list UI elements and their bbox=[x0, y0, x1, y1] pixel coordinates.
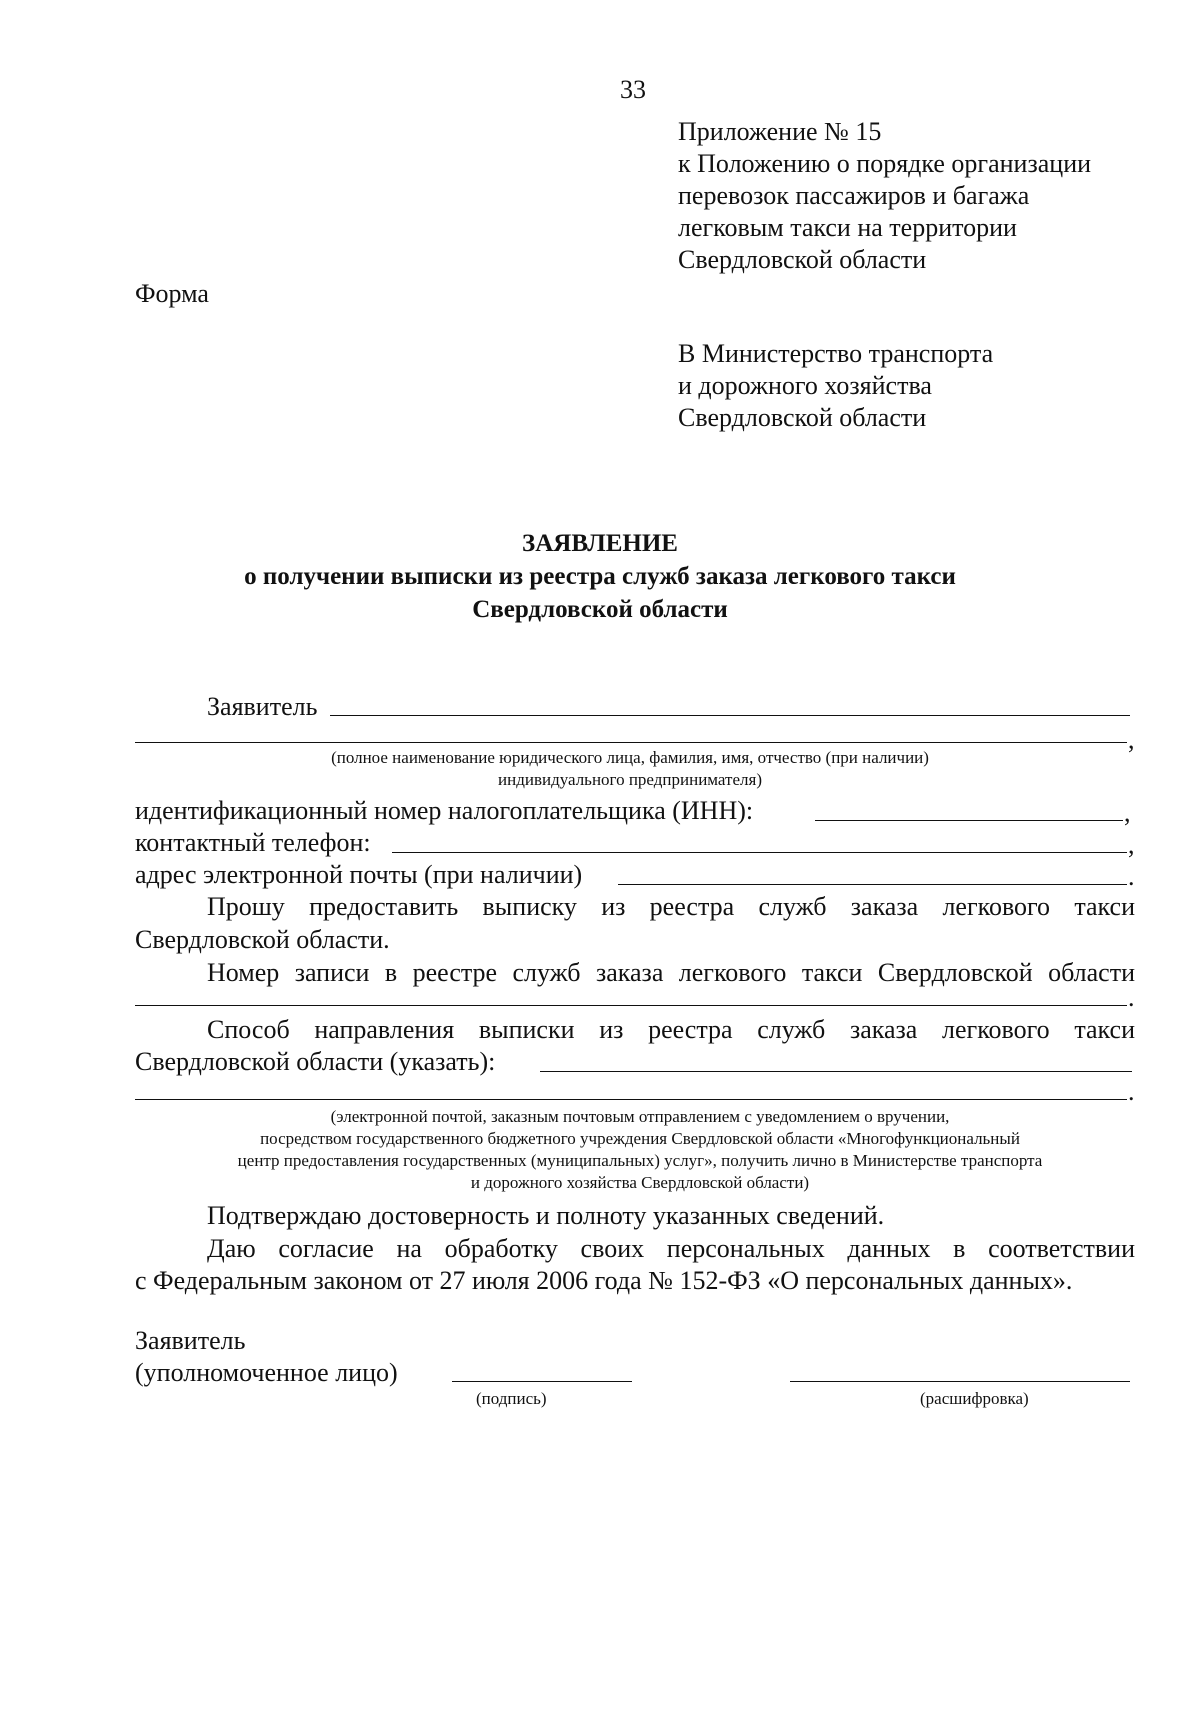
method-hint-1: (электронной почтой, заказным почтовым отправлением с уведомлением о вручении, bbox=[330, 1107, 950, 1126]
name-input-line[interactable] bbox=[790, 1381, 1130, 1382]
confirm-text: Подтверждаю достоверность и полноту указанных сведений. bbox=[207, 1201, 885, 1230]
method-period: . bbox=[1128, 1077, 1135, 1106]
method-input-line-1[interactable] bbox=[540, 1071, 1132, 1072]
applicant-comma: , bbox=[1128, 725, 1135, 754]
method-line-1: Способ направления выписки из реестра служб заказа легкового такси bbox=[207, 1015, 1135, 1044]
inn-label: идентификационный номер налогоплательщика (ИНН): bbox=[135, 796, 754, 825]
appendix-line-4: легковым такси на территории bbox=[678, 213, 1017, 242]
appendix-line-3: перевозок пассажиров и багажа bbox=[678, 181, 1030, 210]
method-hint-2: посредством государственного бюджетного учреждения Свердловской области «Многофункциональный bbox=[260, 1129, 1020, 1148]
request-line-1: Прошу предоставить выписку из реестра служб заказа легкового такси bbox=[207, 892, 1135, 921]
method-hint-3: центр предоставления государственных (муниципальных) услуг», получить лично в Министерстве транспорта bbox=[237, 1151, 1043, 1170]
title-line-2: о получении выписки из реестра служб заказа легкового такси bbox=[244, 563, 956, 590]
applicant-hint-2: индивидуального предпринимателя) bbox=[498, 770, 762, 789]
page-number: 33 bbox=[620, 75, 646, 104]
applicant-input-line-1[interactable] bbox=[330, 715, 1130, 716]
consent-line-1: Даю согласие на обработку своих персональных данных в соответствии bbox=[207, 1234, 1135, 1263]
applicant-label: Заявитель bbox=[207, 692, 318, 721]
title-line-1: ЗАЯВЛЕНИЕ bbox=[522, 530, 678, 557]
addressee-line-2: и дорожного хозяйства bbox=[678, 371, 932, 400]
request-line-2: Свердловской области. bbox=[135, 925, 390, 954]
phone-input-line[interactable] bbox=[392, 852, 1127, 853]
inn-input-line[interactable] bbox=[815, 820, 1123, 821]
title-line-3: Свердловской области bbox=[472, 596, 728, 623]
name-hint: (расшифровка) bbox=[920, 1389, 1029, 1408]
signature-hint: (подпись) bbox=[476, 1389, 547, 1408]
email-label: адрес электронной почты (при наличии) bbox=[135, 860, 583, 889]
method-input-line-2[interactable] bbox=[135, 1099, 1127, 1100]
appendix-line-5: Свердловской области bbox=[678, 245, 927, 274]
phone-comma: , bbox=[1128, 830, 1135, 859]
record-period: . bbox=[1128, 983, 1135, 1012]
email-period: . bbox=[1128, 862, 1135, 891]
phone-label: контактный телефон: bbox=[135, 828, 371, 857]
consent-line-2: с Федеральным законом от 27 июля 2006 года № 152-ФЗ «О персональных данных». bbox=[135, 1266, 1073, 1295]
record-label: Номер записи в реестре служб заказа легкового такси Свердловской области bbox=[207, 958, 1135, 987]
signature-label-2: (уполномоченное лицо) bbox=[135, 1358, 398, 1387]
email-input-line[interactable] bbox=[618, 884, 1127, 885]
addressee-line-1: В Министерство транспорта bbox=[678, 339, 994, 368]
signature-label-1: Заявитель bbox=[135, 1326, 246, 1355]
appendix-line-2: к Положению о порядке организации bbox=[678, 149, 1092, 178]
appendix-line-1: Приложение № 15 bbox=[678, 117, 882, 146]
applicant-hint-1: (полное наименование юридического лица, фамилия, имя, отчество (при наличии) bbox=[331, 748, 929, 767]
addressee-line-3: Свердловской области bbox=[678, 403, 927, 432]
method-line-2: Свердловской области (указать): bbox=[135, 1047, 496, 1076]
applicant-input-line-2[interactable] bbox=[135, 742, 1127, 743]
method-hint-4: и дорожного хозяйства Свердловской области) bbox=[470, 1173, 810, 1192]
record-input-line[interactable] bbox=[135, 1005, 1127, 1006]
inn-comma: , bbox=[1124, 798, 1131, 827]
form-label: Форма bbox=[135, 279, 209, 308]
signature-input-line[interactable] bbox=[452, 1381, 632, 1382]
